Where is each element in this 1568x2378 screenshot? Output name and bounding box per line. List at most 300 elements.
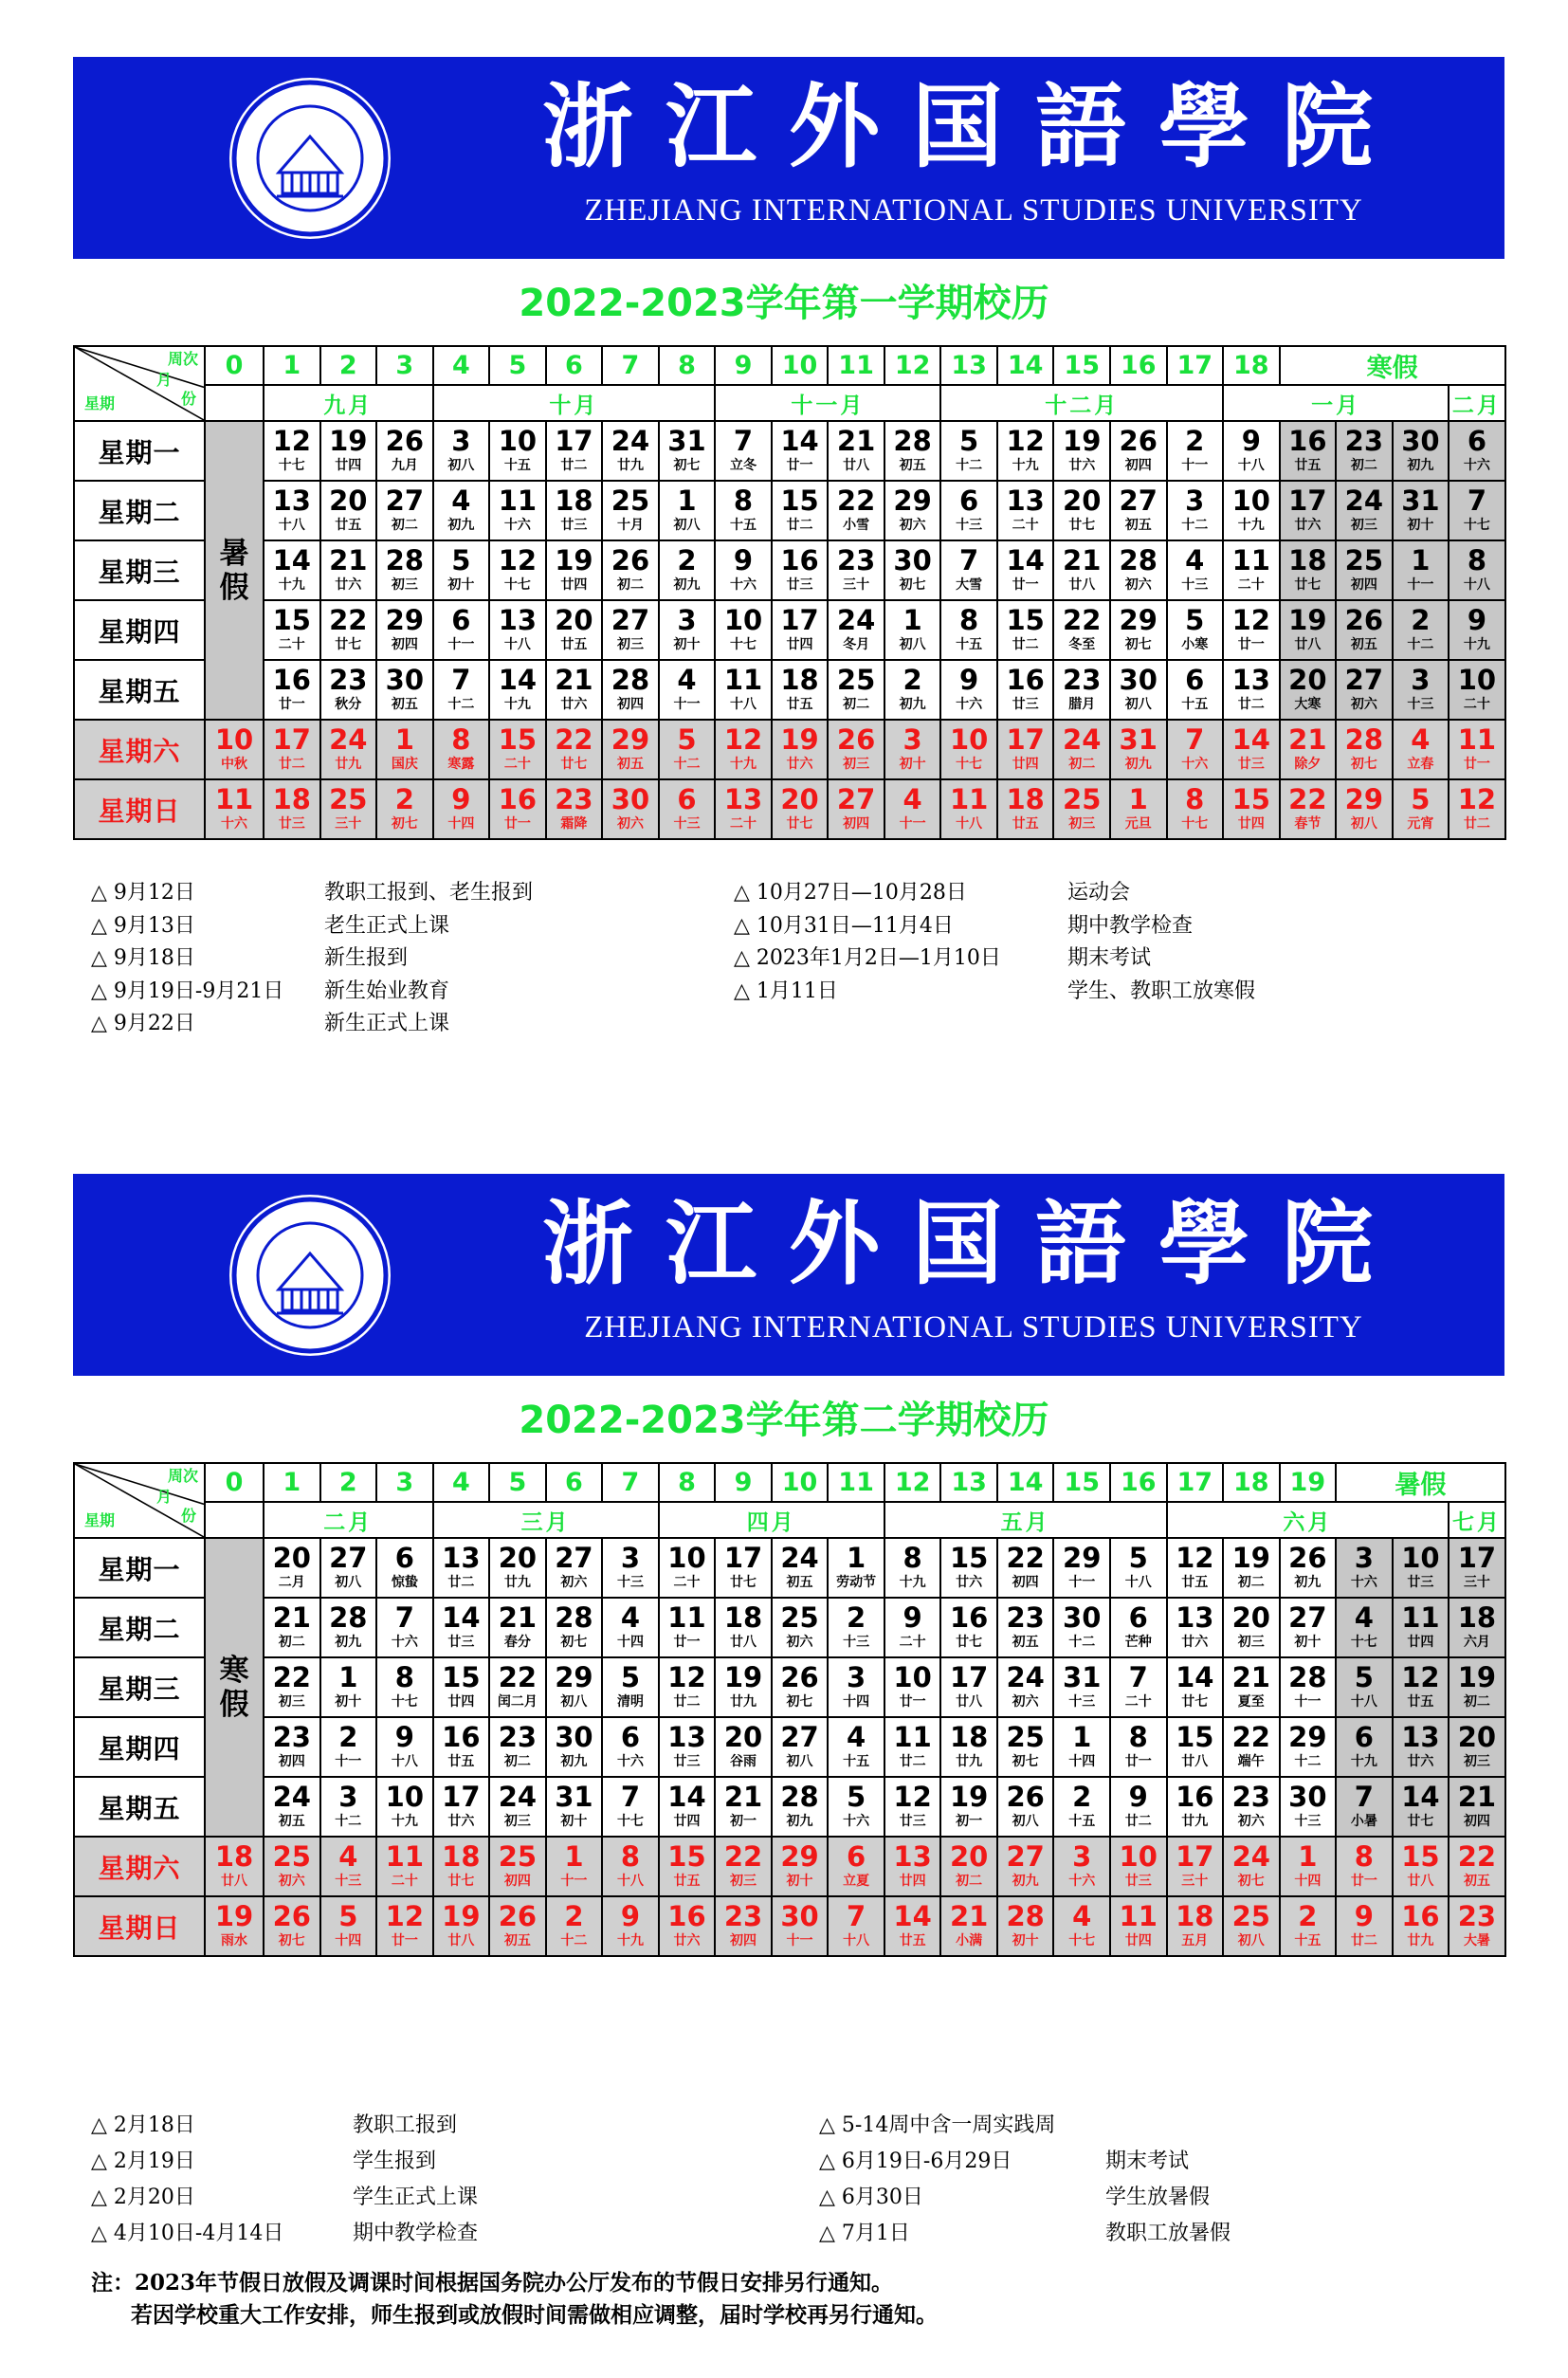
day-cell [1053, 1717, 1110, 1777]
day-cell [264, 540, 320, 600]
day-cell [1223, 1837, 1280, 1896]
day-number: 7 [733, 425, 754, 457]
day-number: 19 [1231, 1542, 1270, 1574]
day-cell [772, 421, 829, 481]
lunar-date: 廿一 [786, 458, 813, 473]
lunar-date: 初五 [1012, 1635, 1039, 1650]
note-date: △ 2月20日 [91, 2186, 195, 2209]
lunar-date: 二十 [1124, 1694, 1152, 1710]
day-cell [489, 481, 546, 540]
lunar-date: 廿九 [335, 757, 362, 772]
day-number: 11 [723, 664, 763, 696]
day-cell [1110, 720, 1167, 779]
day-number: 14 [893, 1900, 932, 1932]
lunar-date: 廿九 [503, 1575, 531, 1590]
lunar-date: 十八 [616, 1874, 644, 1889]
day-cell [772, 1538, 829, 1598]
lunar-date: 廿三 [1237, 757, 1265, 772]
day-number: 8 [451, 723, 471, 756]
lunar-date: 十九 [391, 1814, 418, 1829]
day-number: 10 [1401, 1542, 1440, 1574]
day-number: 17 [723, 1542, 763, 1574]
lunar-date: 二十 [1237, 577, 1265, 593]
day-cell [264, 660, 320, 720]
day-cell [1449, 720, 1505, 779]
lunar-date: 廿一 [1237, 637, 1265, 652]
lunar-date: 初六 [278, 1874, 305, 1889]
day-cell [1053, 779, 1110, 839]
lunar-date: 初一 [730, 1814, 757, 1829]
day-cell [546, 1657, 603, 1717]
month-label: 五月 [884, 1502, 1167, 1538]
day-number: 1 [1072, 1721, 1092, 1753]
lunar-date: 十六 [843, 1814, 870, 1829]
school-name-en: ZHEJIANG INTERNATIONAL STUDIES UNIVERSITY [584, 193, 1363, 228]
week-number: 7 [602, 1463, 659, 1502]
lunar-date: 初六 [899, 518, 926, 533]
day-cell [715, 1538, 772, 1598]
day-number: 28 [1119, 544, 1158, 576]
lunar-date: 大暑 [1463, 1933, 1490, 1948]
lunar-date: 廿四 [1237, 816, 1265, 832]
lunar-date: 廿六 [956, 1575, 983, 1590]
lunar-date: 廿五 [447, 1754, 475, 1769]
lunar-date: 十九 [730, 757, 757, 772]
day-number: 8 [903, 1542, 922, 1574]
lunar-date: 廿四 [1012, 757, 1039, 772]
day-number: 30 [1063, 1601, 1102, 1634]
day-cell [997, 421, 1054, 481]
day-number: 26 [1344, 604, 1384, 636]
day-cell [772, 720, 829, 779]
day-number: 7 [959, 544, 979, 576]
lunar-date: 二十 [899, 1635, 926, 1650]
day-cell [1053, 540, 1110, 600]
lunar-date: 初五 [899, 458, 926, 473]
lunar-date: 秋分 [335, 697, 362, 712]
weekday-name: 星期四 [74, 600, 205, 660]
header-part-label: 份 [180, 1507, 196, 1525]
lunar-date: 初三 [391, 577, 418, 593]
day-cell [1110, 1538, 1167, 1598]
lunar-date: 初八 [560, 1694, 588, 1710]
day-number: 7 [1354, 1781, 1374, 1813]
day-cell [433, 600, 490, 660]
day-cell [264, 421, 320, 481]
day-cell [884, 779, 941, 839]
lunar-date: 廿一 [899, 1694, 926, 1710]
lunar-date: 冬月 [843, 637, 870, 652]
lunar-date: 初二 [1237, 1575, 1265, 1590]
day-number: 21 [555, 664, 593, 696]
day-cell [940, 1538, 997, 1598]
lunar-date: 初七 [278, 1933, 305, 1948]
header-corner [74, 1463, 205, 1538]
month-spacer [205, 1502, 264, 1538]
week-vacation-label: 寒假 [1280, 346, 1505, 385]
calendar-title: 2022-2023学年第一学期校历 [519, 282, 1049, 325]
day-cell [205, 779, 264, 839]
day-number: 31 [1063, 1661, 1102, 1693]
lunar-date: 初七 [1012, 1754, 1039, 1769]
day-number: 7 [620, 1781, 641, 1813]
day-number: 19 [442, 1900, 481, 1932]
lunar-date: 初八 [335, 1575, 362, 1590]
day-cell [997, 1896, 1054, 1956]
week-number: 11 [828, 1463, 884, 1502]
day-number: 20 [723, 1721, 763, 1753]
lunar-date: 廿三 [899, 1814, 926, 1829]
day-number: 20 [780, 783, 819, 815]
weekday-name: 星期二 [74, 1598, 205, 1657]
lunar-date: 十八 [1237, 458, 1265, 473]
day-number: 12 [498, 544, 538, 576]
lunar-date: 初十 [335, 1694, 362, 1710]
vacation-label: 暑 假 [219, 536, 249, 605]
day-number: 12 [1176, 1542, 1214, 1574]
lunar-date: 廿六 [1068, 458, 1096, 473]
day-number: 4 [1411, 723, 1431, 756]
day-number: 28 [385, 544, 424, 576]
weekday-row [74, 481, 1505, 540]
day-number: 29 [611, 723, 650, 756]
month-label: 一月 [1223, 385, 1449, 421]
day-number: 31 [1119, 723, 1158, 756]
day-cell [1110, 1598, 1167, 1657]
day-cell [1393, 1777, 1449, 1837]
lunar-date: 十六 [616, 1754, 644, 1769]
day-cell [602, 1598, 659, 1657]
day-number: 2 [1185, 425, 1205, 457]
lunar-date: 廿二 [786, 518, 813, 533]
day-cell [828, 1896, 884, 1956]
day-cell [489, 600, 546, 660]
day-cell [433, 1896, 490, 1956]
day-cell [1110, 481, 1167, 540]
lunar-date: 立夏 [843, 1874, 870, 1889]
day-number: 18 [723, 1601, 763, 1634]
lunar-date: 劳动节 [836, 1575, 877, 1590]
lunar-date: 十八 [1350, 1694, 1377, 1710]
day-cell [320, 600, 377, 660]
day-cell [602, 660, 659, 720]
day-cell [205, 1896, 264, 1956]
day-cell [997, 1837, 1054, 1896]
day-cell [1167, 481, 1224, 540]
lunar-date: 初十 [673, 637, 701, 652]
day-cell [1393, 421, 1449, 481]
lunar-date: 十三 [335, 1874, 362, 1889]
lunar-date: 廿五 [1181, 1575, 1209, 1590]
day-number: 26 [780, 1661, 819, 1693]
school-banner [73, 57, 1504, 259]
lunar-date: 初四 [843, 816, 870, 832]
lunar-date: 十三 [1407, 697, 1434, 712]
day-number: 22 [1063, 604, 1102, 636]
lunar-date: 初八 [786, 1754, 813, 1769]
lunar-date: 初五 [1124, 518, 1152, 533]
day-number: 19 [329, 425, 368, 457]
day-cell [828, 1777, 884, 1837]
day-number: 15 [1176, 1721, 1214, 1753]
note-event: 教职工报到 [353, 2113, 458, 2137]
lunar-date: 廿九 [730, 1694, 757, 1710]
day-number: 20 [329, 485, 368, 517]
day-cell [940, 1598, 997, 1657]
lunar-date: 廿四 [786, 637, 813, 652]
lunar-date: 初三 [1350, 518, 1377, 533]
week-number: 0 [205, 1463, 264, 1502]
day-number: 12 [1006, 425, 1045, 457]
lunar-date: 十九 [278, 577, 305, 593]
day-number: 1 [1411, 544, 1431, 576]
month-label: 十一月 [715, 385, 940, 421]
day-number: 23 [1063, 664, 1102, 696]
lunar-date: 初六 [1350, 697, 1377, 712]
day-number: 19 [1457, 1661, 1497, 1693]
day-cell [546, 660, 603, 720]
day-cell [1110, 1657, 1167, 1717]
lunar-date: 初五 [786, 1575, 813, 1590]
day-number: 27 [611, 604, 650, 636]
day-cell [320, 1837, 377, 1896]
lunar-date: 十七 [956, 757, 983, 772]
day-number: 27 [555, 1542, 593, 1574]
lunar-date: 初三 [843, 757, 870, 772]
header-weekday-label: 星期 [84, 1511, 116, 1529]
lunar-date: 廿六 [1407, 1754, 1434, 1769]
week-number: 2 [320, 1463, 377, 1502]
lunar-date: 初二 [278, 1635, 305, 1650]
day-number: 16 [442, 1721, 481, 1753]
week-number: 1 [264, 1463, 320, 1502]
day-number: 17 [555, 425, 593, 457]
day-number: 11 [1119, 1900, 1158, 1932]
day-cell [320, 1598, 377, 1657]
day-cell [376, 1896, 433, 1956]
day-number: 6 [959, 485, 979, 517]
weekday-row [74, 779, 1505, 839]
day-number: 23 [555, 783, 593, 815]
lunar-date: 初五 [278, 1814, 305, 1829]
lunar-date: 十八 [843, 1933, 870, 1948]
day-cell [1393, 1896, 1449, 1956]
lunar-date: 廿五 [335, 518, 362, 533]
day-cell [715, 1657, 772, 1717]
lunar-date: 谷雨 [730, 1754, 757, 1769]
day-number: 10 [1457, 664, 1497, 696]
lunar-date: 初二 [503, 1754, 531, 1769]
lunar-date: 芒种 [1124, 1635, 1152, 1650]
day-number: 29 [893, 485, 932, 517]
day-cell [997, 600, 1054, 660]
day-cell [997, 660, 1054, 720]
week-number: 11 [828, 346, 884, 385]
school-name-en: ZHEJIANG INTERNATIONAL STUDIES UNIVERSITY [584, 1310, 1363, 1344]
day-cell [433, 1837, 490, 1896]
day-number: 18 [1006, 783, 1045, 815]
day-number: 31 [555, 1781, 593, 1813]
day-number: 24 [611, 425, 650, 457]
day-number: 9 [620, 1900, 641, 1932]
week-number: 6 [546, 1463, 603, 1502]
day-cell [1110, 600, 1167, 660]
lunar-date: 十九 [503, 697, 531, 712]
weekday-name: 星期三 [74, 540, 205, 600]
day-cell [659, 1837, 716, 1896]
day-number: 29 [780, 1840, 819, 1873]
day-number: 10 [893, 1661, 932, 1693]
day-cell [659, 1896, 716, 1956]
day-cell [1110, 779, 1167, 839]
day-number: 8 [1467, 544, 1487, 576]
day-number: 1 [846, 1542, 866, 1574]
day-cell [715, 720, 772, 779]
note-date: △ 2月19日 [91, 2149, 195, 2173]
week-number: 5 [489, 1463, 546, 1502]
week-number: 10 [772, 1463, 829, 1502]
day-cell [433, 421, 490, 481]
day-cell [940, 1777, 997, 1837]
day-number: 2 [1298, 1900, 1318, 1932]
day-cell [1223, 1657, 1280, 1717]
weekday-row [74, 421, 1505, 481]
day-number: 4 [846, 1721, 866, 1753]
day-number: 9 [903, 1601, 922, 1634]
day-number: 16 [1176, 1781, 1214, 1813]
day-cell [1223, 600, 1280, 660]
lunar-date: 廿一 [673, 1635, 701, 1650]
day-cell [1336, 421, 1393, 481]
day-cell [828, 540, 884, 600]
day-number: 30 [1401, 425, 1440, 457]
day-number: 28 [329, 1601, 368, 1634]
lunar-date: 大雪 [956, 577, 983, 593]
lunar-date: 十四 [616, 1635, 644, 1650]
day-number: 4 [677, 664, 697, 696]
day-cell [997, 481, 1054, 540]
lunar-date: 初十 [899, 757, 926, 772]
day-number: 13 [1401, 1721, 1440, 1753]
lunar-date: 初四 [503, 1874, 531, 1889]
lunar-date: 十六 [1068, 1874, 1096, 1889]
day-number: 5 [1185, 604, 1205, 636]
day-cell [1110, 1777, 1167, 1837]
lunar-date: 廿六 [1294, 518, 1322, 533]
lunar-date: 廿六 [1181, 1635, 1209, 1650]
day-cell [602, 481, 659, 540]
week-number: 1 [264, 346, 320, 385]
day-number: 28 [893, 425, 932, 457]
day-number: 27 [836, 783, 876, 815]
day-number: 20 [272, 1542, 311, 1574]
lunar-date: 十七 [278, 458, 305, 473]
day-cell [1393, 660, 1449, 720]
day-number: 2 [846, 1601, 866, 1634]
day-cell [940, 481, 997, 540]
lunar-date: 初六 [560, 1575, 588, 1590]
day-number: 22 [836, 485, 876, 517]
day-number: 18 [442, 1840, 481, 1873]
day-cell [433, 1598, 490, 1657]
lunar-date: 初七 [1124, 637, 1152, 652]
day-number: 5 [959, 425, 979, 457]
day-number: 21 [836, 425, 876, 457]
lunar-date: 立冬 [730, 458, 757, 473]
lunar-date: 小雪 [843, 518, 870, 533]
note-date: △ 9月22日 [91, 1012, 195, 1035]
day-number: 25 [1344, 544, 1384, 576]
day-number: 20 [1457, 1721, 1497, 1753]
day-cell [1336, 1837, 1393, 1896]
day-number: 13 [1176, 1601, 1214, 1634]
day-number: 3 [1072, 1840, 1092, 1873]
note-event: 新生正式上课 [324, 1012, 450, 1035]
day-number: 30 [385, 664, 424, 696]
day-number: 24 [498, 1781, 538, 1813]
lunar-date: 十九 [1012, 458, 1039, 473]
day-cell [1223, 1717, 1280, 1777]
lunar-date: 廿七 [1407, 1814, 1434, 1829]
week-number: 12 [884, 1463, 941, 1502]
day-number: 23 [723, 1900, 763, 1932]
day-number: 15 [272, 604, 311, 636]
month-label: 二月 [264, 1502, 433, 1538]
note-event: 期末考试 [1105, 2149, 1190, 2173]
lunar-date: 廿二 [1237, 697, 1265, 712]
day-number: 6 [394, 1542, 414, 1574]
week-number: 6 [546, 346, 603, 385]
day-cell [659, 600, 716, 660]
day-cell [1449, 1896, 1505, 1956]
lunar-date: 廿四 [673, 1814, 701, 1829]
lunar-date: 廿七 [560, 757, 588, 772]
day-number: 14 [1231, 723, 1270, 756]
lunar-date: 廿五 [1294, 458, 1322, 473]
lunar-date: 廿七 [730, 1575, 757, 1590]
lunar-date: 十二 [1294, 1754, 1322, 1769]
day-cell [1393, 540, 1449, 600]
lunar-date: 十一 [335, 1754, 362, 1769]
day-number: 3 [1354, 1542, 1374, 1574]
day-number: 11 [1457, 723, 1497, 756]
day-cell [772, 1657, 829, 1717]
weekday-row [74, 1598, 1505, 1657]
day-cell [828, 481, 884, 540]
lunar-date: 十三 [1294, 1814, 1322, 1829]
note-event: 老生正式上课 [324, 913, 450, 938]
day-number: 29 [1344, 783, 1384, 815]
day-number: 1 [394, 723, 414, 756]
school-seal-logo [229, 1195, 391, 1356]
day-cell [1336, 720, 1393, 779]
lunar-date: 二十 [503, 757, 531, 772]
day-number: 22 [1231, 1721, 1270, 1753]
day-cell [1393, 600, 1449, 660]
lunar-date: 初四 [1463, 1814, 1490, 1829]
lunar-date: 十五 [1068, 1814, 1096, 1829]
day-cell [320, 540, 377, 600]
lunar-date: 廿七 [786, 816, 813, 832]
day-cell [433, 481, 490, 540]
day-number: 3 [677, 604, 697, 636]
day-number: 21 [498, 1601, 538, 1634]
day-cell [1336, 481, 1393, 540]
day-number: 26 [1006, 1781, 1045, 1813]
day-number: 19 [780, 723, 819, 756]
month-label: 四月 [659, 1502, 884, 1538]
day-number: 2 [903, 664, 922, 696]
